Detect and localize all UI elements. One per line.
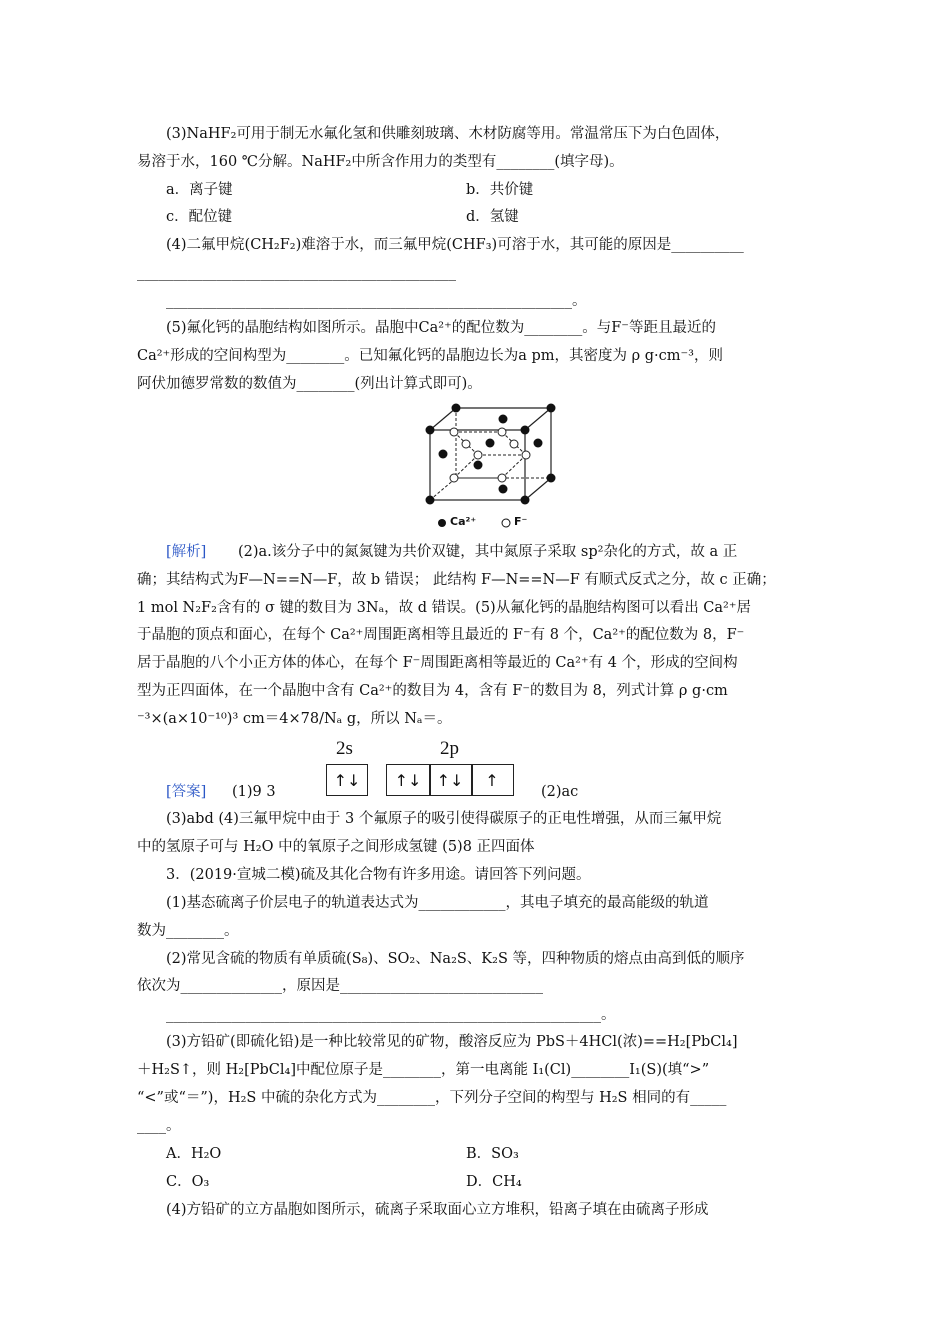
q3s-p1-line2: 数为________。 (137, 923, 239, 939)
q3-nahf2-line1: (3)NaHF₂可用于制无水氟化氢和供雕刻玻璃、木材防腐等用。常温常压下为白色固体， (166, 126, 730, 142)
orbital-2p-electrons-2: ↑↓ (436, 770, 464, 790)
caf2-unit-cell-diagram (418, 400, 563, 535)
q3s-p3-line1: (3)方铅矿(即硫化铅)是一种比较常见的矿物，酸溶反应为 PbS＋4HCl(浓)==H₂[PbCl₄] (166, 1034, 738, 1050)
q4-line3: ________________________________________________________。 (166, 293, 587, 309)
q3s-p4-line1: (4)方铅矿的立方晶胞如图所示，硫离子采取面心立方堆积，铅离子填在由硫离子形成 (166, 1202, 709, 1218)
q5-line3: 阿伏加德罗常数的数值为________(列出计算式即可)。 (137, 376, 482, 392)
orbital-2s-electrons: ↑↓ (333, 770, 361, 790)
f-legend-circle-icon (500, 517, 512, 529)
orbital-2p-electrons-3: ↑ (485, 770, 499, 790)
q3-option-a: a．离子键 (166, 182, 233, 198)
analysis-line1: (2)a.该分子中的氮氮键为共价双键，其中氮原子采取 sp²杂化的方式，故 a 正 (238, 544, 738, 560)
analysis-line3: 1 mol N₂F₂含有的 σ 键的数目为 3Nₐ，故 d 错误。(5)从氟化钙的晶胞结构图可以看出 Ca²⁺居 (137, 600, 752, 616)
analysis-line2: 确；其结构式为F—N==N—F，故 b 错误； 此结构 F—N==N—F 有顺式反式之分，故 c 正确； (137, 572, 776, 588)
analysis-label: [解析] (166, 544, 207, 560)
q3s-option-a: A．H₂O (166, 1146, 222, 1162)
analysis-line5: 居于晶胞的八个小正方体的体心，在每个 F⁻周围距离相等最近的 Ca²⁺有 4 个，形成的空间构 (137, 655, 738, 671)
analysis-line6: 型为正四面体，在一个晶胞中含有 Ca²⁺的数目为 4，含有 F⁻的数目为 8，列式计算 ρ g·cm (137, 683, 728, 699)
analysis-line4: 于晶胞的顶点和面心，在每个 Ca²⁺周围距离相等且最近的 F⁻有 8 个，Ca²⁺的配位数为 8，F⁻ (137, 627, 745, 643)
q3s-option-c: C．O₃ (166, 1174, 210, 1190)
answer-part2: (2)ac (541, 784, 579, 800)
orbital-2p-electrons-1: ↑↓ (394, 770, 422, 790)
orbital-2s-label: 2s (336, 738, 353, 759)
legend-f-label: F⁻ (514, 515, 528, 528)
q3s-p2-line2: 依次为______________，原因是____________________________ (137, 978, 543, 994)
q3-option-d: d．氢键 (466, 209, 519, 225)
q5-line1: (5)氟化钙的晶胞结构如图所示。晶胞中Ca²⁺的配位数为________。与F⁻等距且最近的 (166, 320, 716, 336)
q3-sulfur-title: 3．(2019·宣城二模)硫及其化合物有许多用途。请回答下列问题。 (166, 867, 591, 883)
q3s-p1-line1: (1)基态硫离子价层电子的轨道表达式为____________，其电子填充的最高能级的轨道 (166, 895, 709, 911)
orbital-2s-box (326, 764, 368, 796)
q3s-p2-line3: ____________________________________________________________。 (166, 1007, 616, 1023)
q4-line2: ____________________________________________ (137, 265, 456, 281)
q3s-option-d: D．CH₄ (466, 1174, 522, 1190)
q3-option-b: b．共价键 (466, 182, 534, 198)
answer-label: [答案] (166, 784, 207, 800)
orbital-2p-label: 2p (440, 738, 459, 759)
legend-ca-label: Ca²⁺ (450, 515, 477, 528)
q3-nahf2-line2: 易溶于水，160 ℃分解。NaHF₂中所含作用力的类型有________(填字母)。 (137, 154, 624, 170)
orbital-2p-box (386, 764, 514, 796)
analysis-line7: ⁻³×(a×10⁻¹⁰)³ cm＝4×78/Nₐ g，所以 Nₐ＝。 (137, 711, 452, 727)
answer-part1: (1)9 3 (232, 784, 276, 800)
q4-line1: (4)二氟甲烷(CH₂F₂)难溶于水，而三氟甲烷(CHF₃)可溶于水，其可能的原因是__________ (166, 237, 744, 253)
answer-line2: (3)abd (4)三氟甲烷中由于 3 个氟原子的吸引使得碳原子的正电性增强，从而三氟甲烷 (166, 811, 722, 827)
q3s-p3-line2: ＋H₂S↑，则 H₂[PbCl₄]中配位原子是________，第一电离能 I₁(Cl)________I₁(S)(填“>” (137, 1062, 710, 1078)
answer-line3: 中的氢原子可与 H₂O 中的氧原子之间形成氢键 (5)8 正四面体 (137, 839, 535, 855)
q5-line2: Ca²⁺形成的空间构型为________。已知氟化钙的晶胞边长为a pm，其密度为 ρ g·cm⁻³，则 (137, 348, 723, 364)
q3s-p2-line1: (2)常见含硫的物质有单质硫(S₈)、SO₂、Na₂S、K₂S 等，四种物质的熔点由高到低的顺序 (166, 951, 745, 967)
q3s-option-b: B．SO₃ (466, 1146, 519, 1162)
q3s-p3-line3: “<”或“＝”)，H₂S 中硫的杂化方式为________，下列分子空间的构型与 H₂S 相同的有_____ (137, 1090, 727, 1106)
ca-legend-dot-icon (436, 517, 448, 529)
q3-option-c: c．配位键 (166, 209, 233, 225)
q3s-p3-line4: ____。 (137, 1118, 181, 1134)
